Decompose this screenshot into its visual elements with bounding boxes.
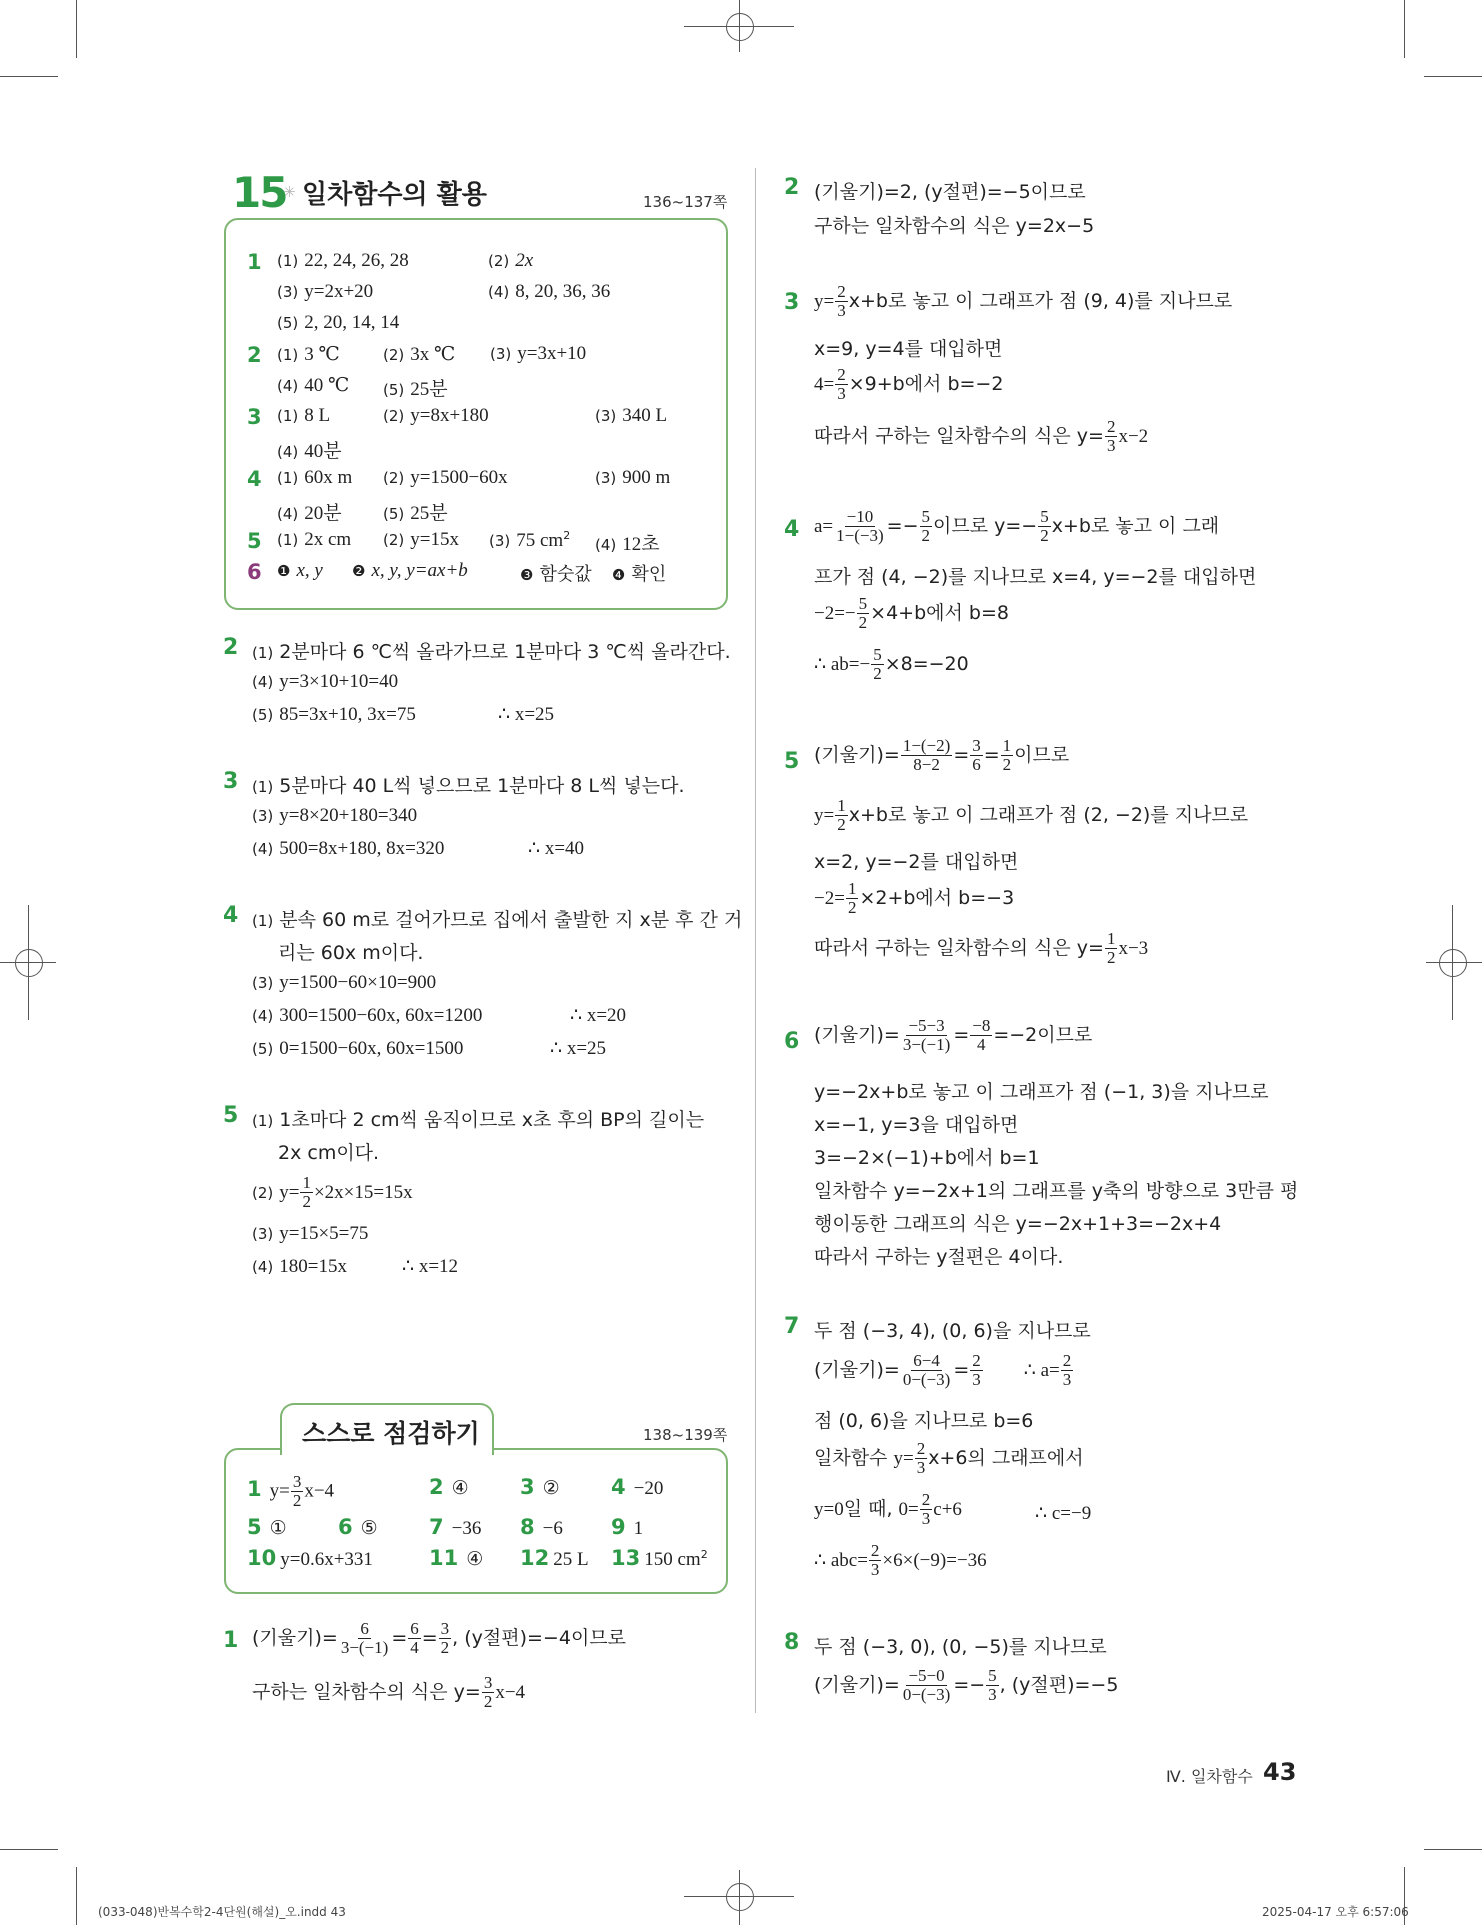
solution-num: 4 [223,903,239,928]
self-check-item: 7 −36 [429,1515,482,1539]
answer-row: ❷ x, y, y=ax+b [352,560,468,581]
answer-row: (3) 340 L [595,405,668,426]
answer-num: 4 [247,467,262,491]
solution-line: (1) 1초마다 2 cm씩 움직이므로 x초 후의 BP의 길이는 [252,1109,705,1131]
solution-line: 프가 점 (4, −2)를 지나므로 x=4, y=−2를 대입하면 [814,566,1257,588]
answer-row: ❹ 확인 [612,564,667,585]
solution-line: (3) y=15×5=75 [252,1223,369,1244]
page-ref: 138~139쪽 [643,1426,728,1444]
solution-line: (기울기)= $\frac{1-(-2)}{8-2}$ = $\frac{3}{6}$ = $\frac{1}{2}$ 이므로 [814,736,1070,774]
solution-line: x=−1, y=3을 대입하면 [814,1114,1019,1136]
solution-num: 8 [784,1630,800,1655]
solution-line: x=2, y=−2를 대입하면 [814,851,1019,873]
answer-row: (5) 25분 [383,379,448,400]
answer-row: (1) 3 ℃ [277,344,340,365]
solution-num: 7 [784,1314,800,1339]
answer-row: (2) y=1500−60x [383,467,508,488]
solution-line: 3=−2×(−1)+b에서 b=1 [814,1147,1040,1169]
solution-num: 5 [784,749,800,774]
page-number: 43 [1263,1758,1297,1786]
solution-line: ∴ ab=− $\frac{5}{2}$ ×8=−20 [814,645,969,683]
solution-line: 두 점 (−3, 4), (0, 6)을 지나므로 [814,1320,1091,1342]
solution-line: 따라서 구하는 일차함수의 식은 y= $\frac{1}{2}$ x−3 [814,929,1149,967]
answer-row: ❸ 함숫값 [520,564,592,585]
solution-line: 점 (0, 6)을 지나므로 b=6 [814,1410,1034,1432]
solution-line: (4) 180=15x [252,1256,347,1277]
crop-mark [1424,1849,1482,1850]
self-check-item: 3 ② [520,1475,560,1499]
solution-line: 일차함수 y=−2x+1의 그래프를 y축의 방향으로 3만큼 평 [814,1180,1299,1202]
section-number: 15 [232,168,287,217]
answer-row: (4) 20분 [277,503,342,524]
answer-row: (2) y=8x+180 [383,405,489,426]
answer-num: 6 [247,560,262,584]
solution-line: (기울기)= $\frac{-5-3}{3-(-1)}$ = $\frac{-8}{4}$ =−2이므로 [814,1016,1093,1054]
solution-line: 일차함수 y= $\frac{2}{3}$ x+6의 그래프에서 [814,1439,1084,1477]
solution-num: 3 [223,769,239,794]
solution-line: (1) 분속 60 m로 걸어가므로 집에서 출발한 지 x분 후 간 거 [252,909,743,931]
solution-line: ∴ x=12 [402,1256,459,1277]
registration-mark [1439,949,1467,977]
solution-line: x=9, y=4를 대입하면 [814,338,1003,360]
solution-line: (2) y= $\frac{1}{2}$ ×2x×15=15x [252,1173,413,1211]
answer-num: 3 [247,405,262,429]
solution-line: (3) y=1500−60×10=900 [252,972,437,993]
solution-num: 6 [784,1029,800,1054]
solution-line: ∴ x=25 [550,1038,607,1059]
solution-line: ∴ x=20 [570,1005,627,1026]
star-icon: ✳ [283,183,296,201]
self-check-item: 11 ④ [429,1546,484,1570]
self-check-item: 4 −20 [611,1475,664,1499]
solution-num: 2 [223,635,239,660]
answer-row: (1) 22, 24, 26, 28 [277,250,409,271]
slug-left: (033-048)반복수학2-4단원(해설)_오.indd 43 [98,1905,346,1919]
solution-line: −2=− $\frac{5}{2}$ ×4+b에서 b=8 [814,594,1009,632]
crop-mark [0,76,58,77]
solution-line: ∴ abc= $\frac{2}{3}$ ×6×(−9)=−36 [814,1541,987,1579]
answer-row: (3) y=2x+20 [277,281,374,302]
solution-line: (5) 85=3x+10, 3x=75 [252,704,416,725]
solution-line: 2x cm이다. [278,1142,380,1164]
solution-line: 따라서 구하는 일차함수의 식은 y= $\frac{2}{3}$ x−2 [814,417,1149,455]
answer-row: (4) 40분 [277,441,342,462]
solution-line: 구하는 일차함수의 식은 y= $\frac{3}{2}$ x−4 [252,1673,526,1711]
answer-row: (1) 60x m [277,467,353,488]
self-check-item: 12 25 L [520,1546,589,1570]
solution-line: 리는 60x m이다. [278,942,424,964]
section-title: 일차함수의 활용 [302,180,487,210]
solution-line: (기울기)= $\frac{6-4}{0-(-3)}$ = $\frac{2}{3}$ ∴ a= $\frac{2}{3}$ [814,1351,1072,1389]
column-divider [755,168,756,1713]
answer-row: (4) 40 ℃ [277,375,350,396]
registration-mark [15,949,43,977]
answer-row: (1) 2x cm [277,529,352,550]
answer-row: ❶ x, y [277,560,323,581]
crop-mark [1404,0,1405,58]
solution-line: −2= $\frac{1}{2}$ ×2+b에서 b=−3 [814,879,1015,917]
self-check-item: 6 ⑤ [338,1515,378,1539]
answer-row: (2) 2x [488,250,534,271]
answer-row: (2) 3x ℃ [383,344,456,365]
self-check-item: 13 150 $cm^2$ [611,1546,708,1570]
answer-row: (5) 25분 [383,503,448,524]
registration-mark [739,1870,740,1925]
self-check-item: 10 y=0.6x+331 [247,1546,373,1570]
solution-line: (3) y=8×20+180=340 [252,805,418,826]
registration-mark [684,1896,794,1897]
solution-line: (기울기)= $\frac{6}{3-(-1)}$ = $\frac{6}{4}$ = $\frac{3}{2}$ , (y절편)=−4이므로 [252,1619,627,1657]
solution-num: 3 [784,290,800,315]
self-check-item: 2 ④ [429,1475,469,1499]
page-ref: 136~137쪽 [643,193,728,211]
self-check-title: 스스로 점검하기 [302,1419,480,1448]
chapter-label: Ⅳ. 일차함수 [1166,1767,1253,1786]
answer-row: (4) 12초 [595,534,660,555]
solution-line: ∴ x=40 [528,838,585,859]
solution-num: 2 [784,175,800,200]
solution-line: y= $\frac{1}{2}$ x+b로 놓고 이 그래프가 점 (2, −2)를 지나므로 [814,796,1249,834]
solution-line: a= $\frac{-10}{1-(-3)}$ =− $\frac{5}{2}$ 이므로 y=− $\frac{5}{2}$ x+b로 놓고 이 그래 [814,507,1220,545]
solution-line: 행이동한 그래프의 식은 y=−2x+1+3=−2x+4 [814,1213,1222,1235]
solution-line: (1) 5분마다 40 L씩 넣으므로 1분마다 8 L씩 넣는다. [252,775,685,797]
answer-row: (5) 2, 20, 14, 14 [277,312,400,333]
registration-mark [726,13,754,41]
solution-line: y= $\frac{2}{3}$ x+b로 놓고 이 그래프가 점 (9, 4)를 지나므로 [814,282,1233,320]
registration-mark [684,26,794,27]
slug-right: 2025-04-17 오후 6:57:06 [1262,1905,1409,1919]
crop-mark [1424,76,1482,77]
answer-row: (1) 8 L [277,405,331,426]
crop-mark [76,1867,77,1925]
self-check-item: 1 y= $\frac{3}{2}$ x−4 [247,1472,335,1510]
answer-num: 5 [247,529,262,553]
solution-line: (4) 300=1500−60x, 60x=1200 [252,1005,483,1026]
self-check-item: 5 ① [247,1515,287,1539]
solution-line: ∴ x=25 [498,704,555,725]
registration-mark [1452,905,1453,1020]
answer-row: (4) 8, 20, 36, 36 [488,281,611,302]
answer-row: (3) y=3x+10 [490,343,587,364]
solution-line: 따라서 구하는 y절편은 4이다. [814,1246,1064,1268]
solution-num: 5 [223,1103,239,1128]
self-check-item: 9 1 [611,1515,644,1539]
solution-num: 4 [784,517,800,542]
registration-mark [28,905,29,1020]
answer-row: (2) y=15x [383,529,459,550]
solution-num: 1 [223,1628,239,1653]
solution-line: 4= $\frac{2}{3}$ ×9+b에서 b=−2 [814,365,1004,403]
solution-line: (1) 2분마다 6 ℃씩 올라가므로 1분마다 3 ℃씩 올라간다. [252,641,731,663]
solution-line: 두 점 (−3, 0), (0, −5)를 지나므로 [814,1636,1107,1658]
answer-num: 1 [247,250,262,274]
solution-line: 구하는 일차함수의 식은 y=2x−5 [814,215,1095,237]
solution-line: y=0일 때, 0= $\frac{2}{3}$ c+6 [814,1490,962,1528]
crop-mark [0,1849,58,1850]
solution-line: (5) 0=1500−60x, 60x=1500 [252,1038,464,1059]
registration-mark [1426,962,1482,963]
solution-line: ∴ c=−9 [1035,1503,1092,1524]
self-check-item: 8 −6 [520,1515,563,1539]
solution-line: (기울기)=2, (y절편)=−5이므로 [814,181,1086,203]
solution-line: (4) y=3×10+10=40 [252,671,399,692]
registration-mark [726,1883,754,1911]
solution-line: (기울기)= $\frac{-5-0}{0-(-3)}$ =− $\frac{5}{3}$ , (y절편)=−5 [814,1666,1119,1704]
crop-mark [76,0,77,58]
solution-line: y=−2x+b로 놓고 이 그래프가 점 (−1, 3)을 지나므로 [814,1081,1269,1103]
answer-num: 2 [247,343,262,367]
answer-row: (3) 75 $cm^2$ [489,529,571,551]
answer-row: (3) 900 m [595,467,671,488]
solution-line: (4) 500=8x+180, 8x=320 [252,838,445,859]
